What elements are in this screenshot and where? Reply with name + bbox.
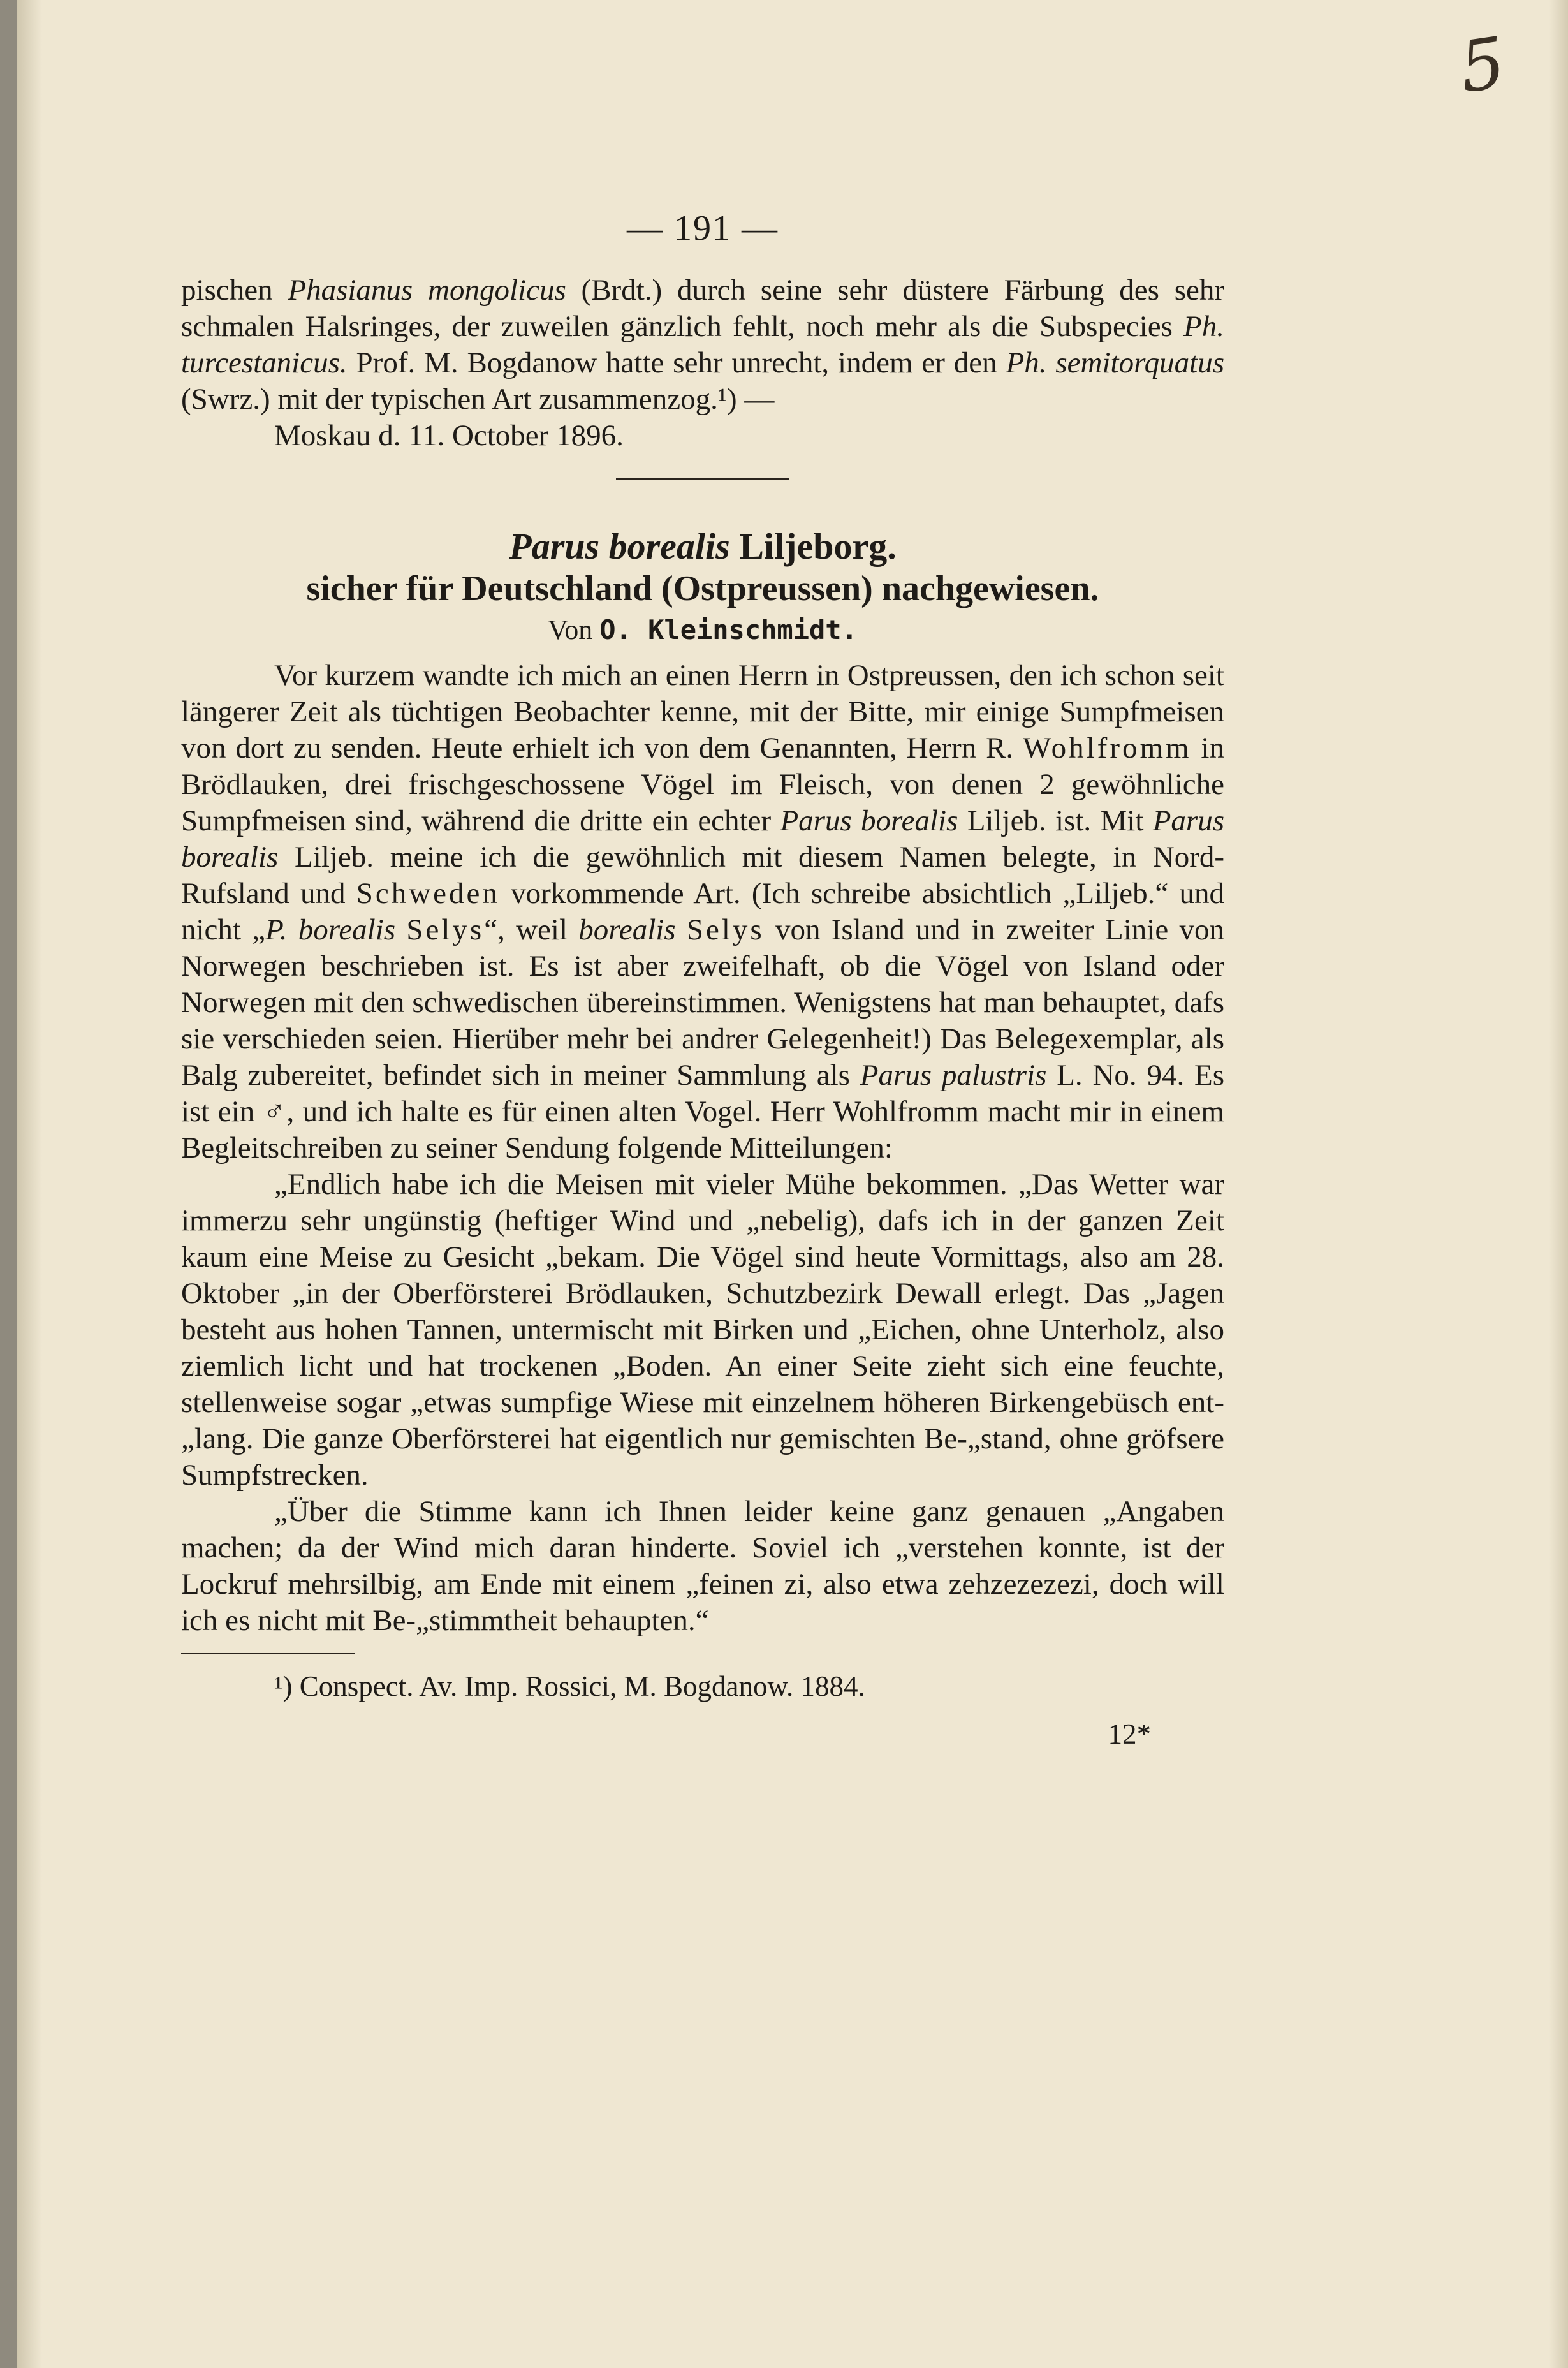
body-text: “, weil (484, 913, 579, 946)
body-paragraph (181, 658, 1224, 1166)
taxon-name: Phasianus mongolicus (288, 274, 566, 307)
body-text: Liljeb. ist. Mit (958, 804, 1153, 837)
title-authority: Liljeborg. (729, 526, 897, 567)
article-subtitle: sicher für Deutschland (Ostpreussen) nachgewiesen. (306, 569, 1099, 608)
spaced-name: Selys (686, 913, 765, 946)
taxon-name: Parus palustris (860, 1059, 1047, 1092)
intro-text: (Brdt.) durch seine sehr düstere Färbung des sehr schmalen Halsringes, der zuweilen gänzlich fehlt, noch mehr als die Subspecies (181, 274, 1224, 343)
body-text: in Brödlauken, drei frischgeschossene Vögel im Fleisch, von denen 2 gewöhnliche Sumpfmeisen sind, während die dritte ein echter (181, 732, 1224, 837)
article-title (181, 525, 1224, 568)
scan-background-edge (0, 0, 17, 2368)
page-shadow-left (17, 0, 42, 2368)
place-date-line: Moskau d. 11. October 1896. (274, 419, 624, 452)
taxon-name: Ph. semitorquatus (1006, 346, 1224, 379)
page-content (181, 210, 1224, 1753)
footnote-divider (181, 1653, 355, 1654)
body-text (395, 913, 406, 946)
title-taxon: Parus borealis (509, 526, 730, 567)
intro-paragraph (181, 272, 1224, 418)
taxon-name: Parus borealis (780, 804, 958, 837)
taxon-name: Ph. turcestanicus. (181, 310, 1224, 379)
byline-author: O. Kleinschmidt. (599, 614, 858, 645)
spaced-name: Wohlfromm (1023, 732, 1192, 765)
spaced-name: Selys (406, 913, 485, 946)
footnote: ¹) Conspect. Av. Imp. Rossici, M. Bogdanow. 1884. (274, 1670, 865, 1702)
body-text: Liljeb. meine ich die gewöhnlich mit diesem Namen belegte, in Nord-Rufsland und (181, 841, 1224, 910)
quoted-letter-paragraph: „Endlich habe ich die Meisen mit vieler Mühe bekommen. „Das Wetter war immerzu sehr ungünstig (heftiger Wind und „nebelig), dafs ich in der ganzen Zeit kaum eine Meise zu Gesicht „bekam. Die Vögel sind heute Vormittags, also am 28. Oktober „in der Oberförsterei Brödlauken, Schutzbezirk Dewall erlegt. Das „Jagen besteht aus hohen Tannen, untermischt mit Birken und „Eichen, ohne Unterholz, also ziemlich licht und hat trockenen „Boden. An einer Seite zieht sich eine feuchte, stellenweise sogar „etwas sumpfige Wiese mit einzelnem höheren Birkengebüsch ent-„lang. Die ganze Oberförsterei hat eigentlich nur gemischten Be-„stand, ohne gröfsere Sumpfstrecken. (181, 1168, 1224, 1492)
quoted-letter-paragraph: „Über die Stimme kann ich Ihnen leider keine ganz genauen „Angaben machen; da der Wind mich daran hinderte. Soviel ich „verstehen konnte, ist der Lockruf mehrsilbig, am Ende mit einem „feinen zi, also etwa zehzezezezi, doch will ich es nicht mit Be-„stimmtheit behaupten.“ (181, 1495, 1224, 1637)
body-text: vorkommende Art. (Ich schreibe absichtlich „Liljeb.“ und nicht „ (181, 877, 1224, 946)
section-divider (616, 478, 789, 480)
spaced-name: Schweden (356, 877, 500, 910)
intro-text: Prof. M. Bogdanow hatte sehr unrecht, indem er den (347, 346, 1006, 379)
page-number: — 191 — (627, 209, 779, 248)
body-text: von Island und in zweiter Linie von Norwegen beschrieben ist. Es ist aber zweifelhaft, ob die Vögel von Island oder Norwegen mit den schwedischen übereinstimmen. Wenigstens hat man behauptet, dafs sie verschieden seien. Hierüber mehr bei andrer Gelegenheit!) Das Belegexemplar, als Balg zubereitet, befindet sich in meiner Sammlung als (181, 913, 1224, 1092)
article-byline (181, 609, 1224, 651)
byline-prefix: Von (548, 614, 600, 645)
body-text: L. No. 94. Es ist ein ♂, und ich halte es für einen alten Vogel. Herr Wohlfromm macht mir in einem Begleitschreiben zu seiner Sendung folgende Mitteilungen: (181, 1059, 1225, 1165)
intro-text: (Swrz.) mit der typischen Art zusammenzog.¹) — (181, 383, 775, 416)
taxon-name: P. borealis (265, 913, 396, 946)
intro-text: pischen (181, 274, 288, 307)
page-shadow-right (1549, 0, 1568, 2368)
body-text: Vor kurzem wandte ich mich an einen Herrn in Ostpreussen, den ich schon seit längerer Zeit als tüchtigen Beobachter kenne, mit der Bitte, mir einige Sumpfmeisen von dort zu senden. Heute erhielt ich von dem Genannten, Herrn R. (181, 659, 1224, 765)
handwritten-folio-mark: 5 (1454, 21, 1511, 109)
taxon-name: Parus borealis (181, 804, 1225, 874)
printer-signature-mark: 12* (1108, 1718, 1151, 1750)
taxon-name: borealis (578, 913, 676, 946)
body-text (676, 913, 687, 946)
